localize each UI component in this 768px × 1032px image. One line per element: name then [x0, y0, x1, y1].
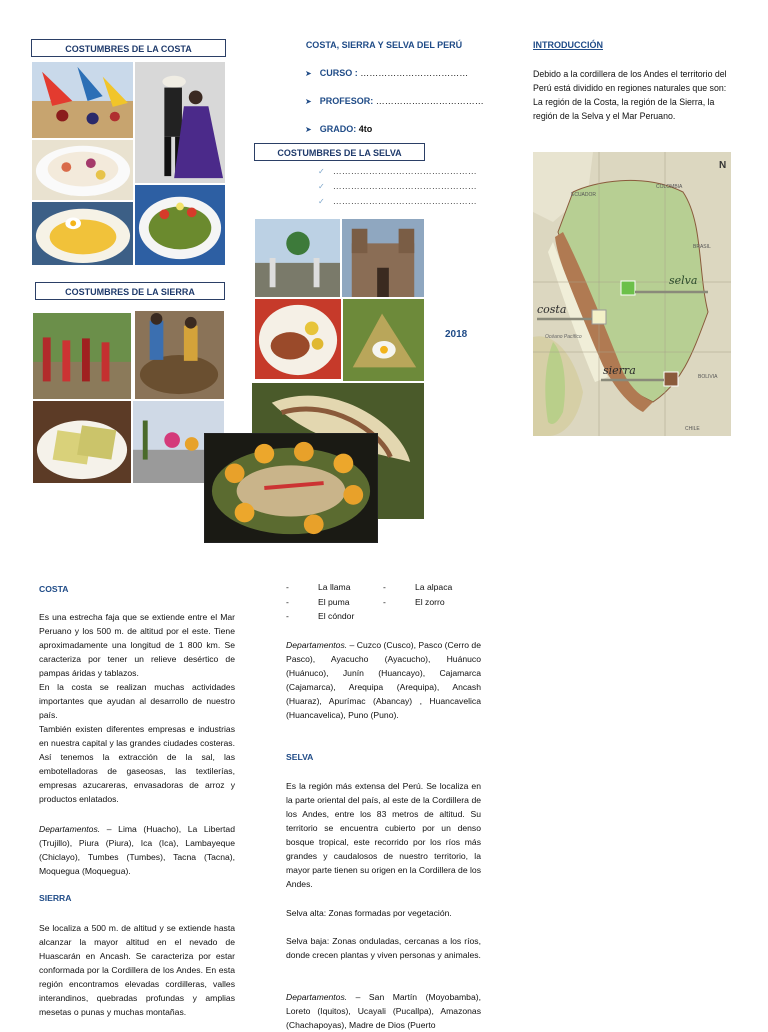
arrow-icon: ➤ — [305, 125, 312, 134]
map-label-costa: costa — [537, 303, 567, 316]
animal-bullet: - — [286, 582, 289, 592]
animal-item: La alpaca — [415, 582, 453, 592]
juane-photo — [342, 298, 425, 382]
animal-bullet: - — [383, 597, 386, 607]
checklist-item: ✓ ………………………………………… — [318, 196, 477, 206]
check-icon: ✓ — [318, 167, 325, 176]
info-row-curso: ➤ CURSO : ……………………………… — [305, 68, 469, 78]
pachamanca-photo — [134, 310, 225, 400]
map-label-colombia: COLOMBIA — [656, 184, 683, 190]
marinera-dance-photo — [134, 61, 226, 184]
map-label-ecuador: ECUADOR — [571, 192, 597, 198]
sierra-dance-photo — [32, 312, 132, 400]
selva-customs-heading: COSTUMBRES DE LA SELVA — [254, 143, 425, 161]
info-row-profesor: ➤ PROFESOR: ……………………………… — [305, 96, 484, 106]
intro-heading: INTRODUCCIÓN — [533, 40, 603, 50]
animal-bullet: - — [383, 582, 386, 592]
selva-baja-text: Selva baja: Zonas onduladas, cercanas a los ríos, donde crecen plantas y viven personas y animales. — [286, 936, 481, 960]
costa-festival-photo — [31, 61, 134, 139]
selva-alta-text: Selva alta: Zonas formadas por vegetación. — [286, 908, 452, 918]
selva-festival-photo — [254, 218, 341, 298]
animal-bullet: - — [286, 611, 289, 621]
tacacho-photo — [254, 298, 342, 380]
costa-heading: COSTA — [39, 584, 69, 594]
page-title: COSTA, SIERRA Y SELVA DEL PERÚ — [305, 40, 463, 50]
map-label-sierra: sierra — [603, 364, 636, 377]
animal-item: El zorro — [415, 597, 445, 607]
map-label-brasil: BRASIL — [693, 244, 711, 250]
checklist-item: ✓ ………………………………………… — [318, 166, 477, 176]
costa-paragraph: También existen diferentes empresas e industrias en nuestra capital y las grandes ciudades costeras. Así tenemos la extracción de la sal, las embotelladoras de gaseosas, las textilerías, empresas azucareras, envasadoras de arroz y productos enlatados. — [39, 724, 235, 804]
checklist-item: ✓ ………………………………………… — [318, 181, 477, 191]
selva-departments: Departamentos. – San Martín (Moyobamba), Loreto (Iquitos), Ucayali (Pucallpa), Amazonas (Chachapoyas), Madre de Dios (Puerto — [286, 992, 481, 1030]
year-label: 2018 — [445, 329, 468, 340]
arrow-icon: ➤ — [305, 97, 312, 106]
church-photo — [341, 218, 425, 298]
peru-map — [533, 152, 731, 436]
animal-item: El puma — [318, 597, 350, 607]
check-icon: ✓ — [318, 197, 325, 206]
costa-text — [39, 610, 235, 806]
info-row-grado: ➤ GRADO: 4to — [305, 124, 373, 134]
sierra-heading: SIERRA — [39, 893, 72, 903]
ceviche-photo — [31, 139, 134, 201]
selva-text: Es la región más extensa del Perú. Se localiza en la parte oriental del país, al este de la Cordillera de los Andes, entre los 83 metros de altitud. Su territorio se encuentra cubierto por un denso bosque tropical, este recorrido por los ríos más grandes y caudalosos de nuestro territorio, la mayor parte tienen su origen en la Cordillera de los Andes. — [286, 781, 481, 889]
map-label-selva: selva — [669, 274, 698, 287]
costa-paragraph: En la costa se realizan muchas actividades importantes que ayudan al desarrollo de nuestro país. — [39, 682, 235, 720]
arrow-icon: ➤ — [305, 69, 312, 78]
selva-heading: SELVA — [286, 752, 314, 762]
arroz-verde-photo — [134, 184, 226, 266]
map-label-ocean: Océano Pacífico — [545, 334, 582, 340]
costa-customs-heading: COSTUMBRES DE LA COSTA — [31, 39, 226, 57]
sierra-customs-heading: COSTUMBRES DE LA SIERRA — [35, 282, 225, 300]
fish-dish-photo — [204, 433, 378, 543]
sierra-departments: Departamentos. – Cuzco (Cusco), Pasco (Cerro de Pasco), Ayacucho (Ayacucho), Huánuco (Huánuco), Junín (Huancayo), Cajamarca (Cajamarca), Arequipa (Arequipa), Ancash (Huaraz), Apurímac (Abancay) , Huancavelica (Huancavelica), Puno (Puno). — [286, 640, 481, 720]
animal-item: El cóndor — [318, 611, 355, 621]
animal-item: La llama — [318, 582, 351, 592]
costa-departments: Departamentos. – Lima (Huacho), La Libertad (Trujillo), Piura (Piura), Ica (Ica), Lambayeque (Chiclayo), Tumbes (Tumbes), Tacna (Tacna), Moquegua (Moquegua). — [39, 824, 235, 876]
north-arrow-icon: N — [719, 160, 727, 171]
map-label-chile: CHILE — [685, 426, 700, 432]
check-icon: ✓ — [318, 182, 325, 191]
causa-dish-photo — [31, 201, 134, 266]
costa-paragraph: Es una estrecha faja que se extiende entre el Mar Peruano y los 500 m. de altitud por el este. Tiene aproximadamente una longitud de 1 800 km. Se caracteriza por tener un relieve desértico de pampas áridas y tablazos. — [39, 612, 235, 678]
intro-text: Debido a la cordillera de los Andes el territorio del Perú está dividido en regiones naturales que son: La región de la Costa, la región de la Sierra, la región de la Selva y el Mar Peruano. — [533, 69, 727, 121]
sierra-text: Se localiza a 500 m. de altitud y se extiende hasta alcanzar la mayor altitud en el nevado de Huascarán en Ancash. Se caracteriza por estar conformada por la Cordillera de los Andes. En esta región encontramos elevadas cordilleras, valles interandinos, quebradas profundas y amplias mesetas o punas y muchas montañas. — [39, 923, 235, 1017]
humitas-photo — [32, 400, 132, 484]
animal-bullet: - — [286, 597, 289, 607]
map-label-bolivia: BOLIVIA — [698, 374, 718, 380]
